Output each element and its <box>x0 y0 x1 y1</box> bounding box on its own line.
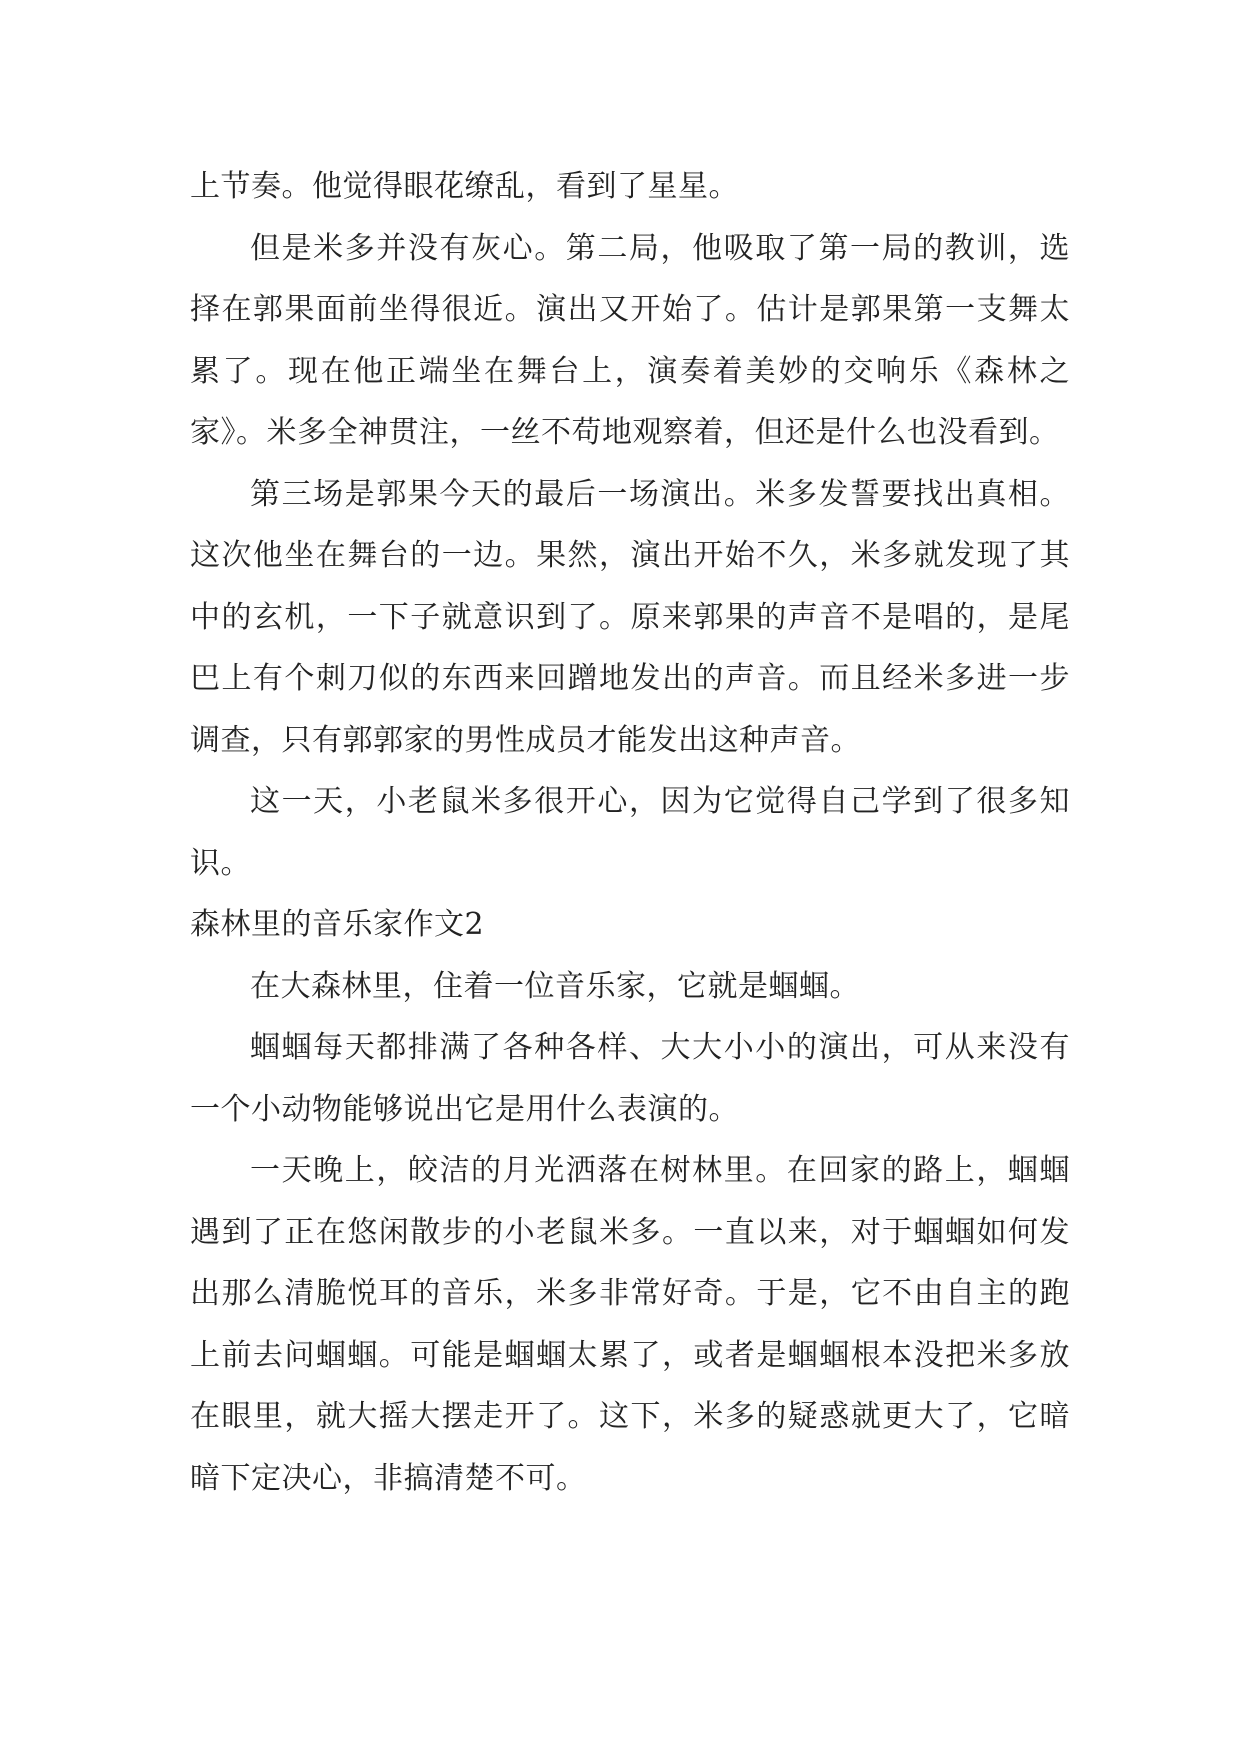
paragraph: 这一天，小老鼠米多很开心，因为它觉得自己学到了很多知识。 <box>190 784 1070 881</box>
paragraph: 一天晚上，皎洁的月光洒落在树林里。在回家的路上，蝈蝈遇到了正在悠闲散步的小老鼠米多。一直以来，对于蝈蝈如何发出那么清脆悦耳的音乐，米多非常好奇。于是，它不由自主的跑上前去问蝈蝈。可能是蝈蝈太累了，或者是蝈蝈根本没把米多放在眼里，就大摇大摆走开了。这下，米多的疑惑就更大了，它暗暗下定决心，非搞清楚不可。 <box>190 1153 1070 1496</box>
paragraph-continuation: 上节奏。他觉得眼花缭乱，看到了星星。 <box>190 169 739 204</box>
paragraph: 但是米多并没有灰心。第二局，他吸取了第一局的教训，选择在郭果面前坐得很近。演出又开始了。估计是郭果第一支舞太累了。现在他正端坐在舞台上，演奏着美妙的交响乐《森林之家》。米多全神贯注，一丝不苟地观察着，但还是什么也没看到。 <box>190 230 1070 450</box>
paragraph: 第三场是郭果今天的最后一场演出。米多发誓要找出真相。这次他坐在舞台的一边。果然，演出开始不久，米多就发现了其中的玄机，一下子就意识到了。原来郭果的声音不是唱的，是尾巴上有个刺刀似的东西来回蹭地发出的声音。而且经米多进一步调查，只有郭郭家的男性成员才能发出这种声音。 <box>190 476 1070 758</box>
document-body <box>190 156 1070 1509</box>
paragraph: 蝈蝈每天都排满了各种各样、大大小小的演出，可从来没有一个小动物能够说出它是用什么表演的。 <box>190 1030 1070 1127</box>
paragraph: 在大森林里，住着一位音乐家，它就是蝈蝈。 <box>250 968 860 1004</box>
section-title: 森林里的音乐家作文2 <box>190 907 485 942</box>
